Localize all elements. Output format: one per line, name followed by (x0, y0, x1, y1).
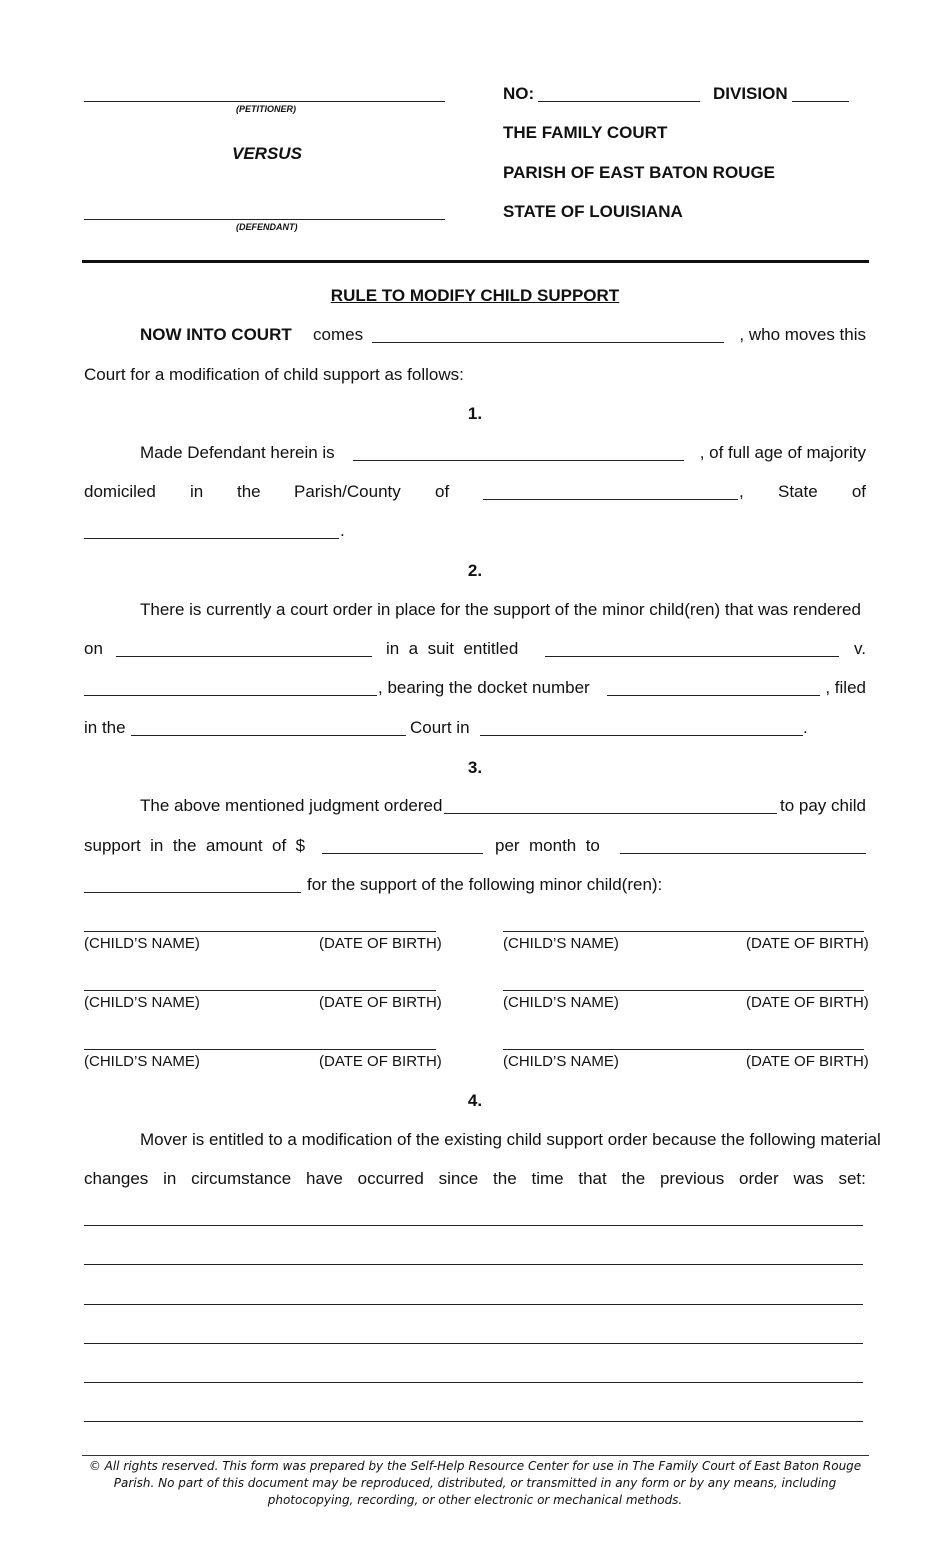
division-label: DIVISION (713, 84, 788, 103)
petitioner-caption: (PETITIONER) (236, 104, 297, 114)
child-2-name-label: (CHILD’S NAME) (503, 935, 619, 952)
court-name-field[interactable] (131, 735, 406, 736)
obligee-field[interactable] (620, 853, 866, 854)
child-6-name-label: (CHILD’S NAME) (503, 1053, 619, 1070)
word: was (793, 1169, 824, 1188)
child-3-dob-label: (DATE OF BIRTH) (319, 994, 442, 1011)
changes-line-1[interactable] (84, 1225, 863, 1226)
court-in-text: Court in (410, 718, 470, 737)
changes-line-2[interactable] (84, 1264, 863, 1265)
in-the-text: in the (84, 718, 126, 737)
support-amount-text: support in the amount of $ (84, 836, 306, 855)
who-moves-text: , who moves this (739, 325, 866, 344)
obligor-field[interactable] (444, 813, 777, 814)
docket-no-line[interactable] (538, 101, 700, 102)
court-name: THE FAMILY COURT (503, 123, 668, 142)
parish-county-word: Parish/County (294, 482, 401, 501)
word: order (738, 1169, 779, 1188)
intro-line-2: Court for a modification of child support as follows: (84, 365, 464, 384)
section-3-number: 3. (467, 758, 483, 777)
word: circumstance (191, 1169, 292, 1188)
child-6-line[interactable] (503, 1049, 864, 1050)
the-word: the (237, 482, 261, 501)
child-4-dob-label: (DATE OF BIRTH) (746, 994, 869, 1011)
word: that (578, 1169, 607, 1188)
versus-label: VERSUS (232, 144, 302, 163)
defendant-name-field[interactable] (353, 460, 684, 461)
support-amount-field[interactable] (322, 853, 483, 854)
changes-line-5[interactable] (84, 1382, 863, 1383)
petitioner-line[interactable] (84, 101, 445, 102)
defendant-caption: (DEFENDANT) (236, 222, 298, 232)
petitioner-label: PETITIONER (239, 104, 294, 114)
word: have (306, 1169, 343, 1188)
suit-plaintiff-field[interactable] (545, 656, 839, 657)
child-5-dob-label: (DATE OF BIRTH) (319, 1053, 442, 1070)
child-5-line[interactable] (84, 1049, 436, 1050)
word: the (493, 1169, 517, 1188)
state-period: . (340, 521, 345, 540)
child-2-line[interactable] (503, 931, 864, 932)
caption-divider (82, 260, 869, 263)
section-4-number: 4. (467, 1091, 483, 1110)
of-word: of (435, 482, 450, 501)
child-5-name-label: (CHILD’S NAME) (84, 1053, 200, 1070)
division-line[interactable] (792, 101, 849, 102)
word: in (163, 1169, 177, 1188)
on-word: on (84, 639, 103, 658)
docket-number-field[interactable] (607, 695, 820, 696)
of-word-2: of (851, 482, 866, 501)
footer-divider (82, 1455, 869, 1456)
domiciled-word: domiciled (84, 482, 156, 501)
word: the (621, 1169, 646, 1188)
docket-no-label: NO: (503, 84, 535, 103)
copyright-notice: © All rights reserved. This form was prepared by the Self-Help Resource Center for use in The Family Court of East Baton Rouge Parish. No part of this document may be reproduced, distributed, or transmitted in any form or by any means, including photocopying, recording, or other electronic or mechanical methods. (88, 1459, 862, 1507)
comes-text: comes (313, 325, 364, 344)
bearing-docket-text: , bearing the docket number (378, 678, 590, 697)
mover-name-field[interactable] (372, 342, 724, 343)
child-1-dob-label: (DATE OF BIRTH) (319, 935, 442, 952)
defendant-label: DEFENDANT (239, 222, 295, 232)
suit-defendant-field[interactable] (84, 695, 377, 696)
defendant-line[interactable] (84, 219, 445, 220)
changes-line-4[interactable] (84, 1343, 863, 1344)
state-name: STATE OF LOUISIANA (503, 202, 683, 221)
state-word: State (778, 482, 818, 501)
child-1-line[interactable] (84, 931, 436, 932)
section-2-period: . (803, 718, 808, 737)
child-3-line[interactable] (84, 990, 436, 991)
full-age-text: , of full age of majority (699, 443, 866, 462)
child-2-dob-label: (DATE OF BIRTH) (746, 935, 869, 952)
suit-entitled-text: in a suit entitled (386, 639, 519, 658)
changes-line-6[interactable] (84, 1421, 863, 1422)
word: changes (84, 1169, 149, 1188)
document-title: RULE TO MODIFY CHILD SUPPORT (330, 286, 620, 305)
obligee-field-cont[interactable] (84, 892, 301, 893)
for-support-text: for the support of the following minor child(ren): (307, 875, 663, 894)
section-4-line-1: Mover is entitled to a modification of the existing child support order because the following material (140, 1130, 881, 1149)
order-date-field[interactable] (116, 656, 372, 657)
word: previous (659, 1169, 725, 1188)
versus-abbrev: v. (854, 639, 866, 658)
parish-name: PARISH OF EAST BATON ROUGE (503, 163, 776, 182)
word: time (531, 1169, 564, 1188)
section-4-line-2 (84, 1169, 866, 1189)
court-location-field[interactable] (480, 735, 803, 736)
parish-comma: , (739, 482, 744, 501)
now-into-court: NOW INTO COURT (140, 325, 292, 344)
child-3-name-label: (CHILD’S NAME) (84, 994, 200, 1011)
made-defendant-text: Made Defendant herein is (140, 443, 335, 462)
section-1-number: 1. (467, 404, 483, 423)
filed-text: , filed (825, 678, 866, 697)
state-field[interactable] (84, 538, 339, 539)
child-4-line[interactable] (503, 990, 864, 991)
child-4-name-label: (CHILD’S NAME) (503, 994, 619, 1011)
child-6-dob-label: (DATE OF BIRTH) (746, 1053, 869, 1070)
parish-county-field[interactable] (483, 499, 738, 500)
section-2-number: 2. (467, 561, 483, 580)
in-word: in (190, 482, 204, 501)
to-pay-text: to pay child (780, 796, 866, 815)
judgment-ordered-text: The above mentioned judgment ordered (140, 796, 443, 815)
word: since (438, 1169, 479, 1188)
word: occurred (357, 1169, 424, 1188)
child-1-name-label: (CHILD’S NAME) (84, 935, 200, 952)
word: set: (838, 1169, 866, 1188)
changes-line-3[interactable] (84, 1304, 863, 1305)
per-month-text: per month to (495, 836, 600, 855)
section-2-line-1: There is currently a court order in place for the support of the minor child(ren) that was rendered (140, 600, 861, 619)
